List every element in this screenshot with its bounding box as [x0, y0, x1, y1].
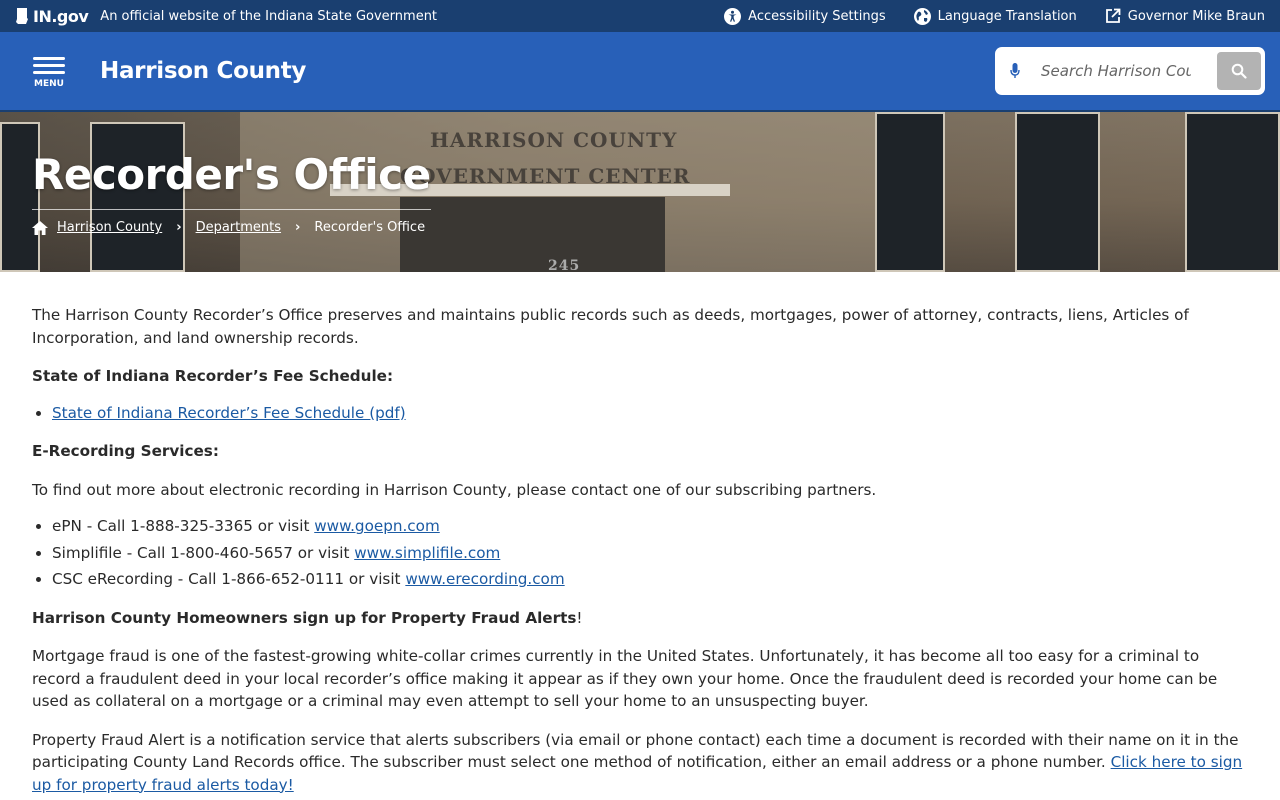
search-input[interactable]	[1041, 62, 1191, 80]
hamburger-icon	[33, 53, 65, 78]
breadcrumb-current: Recorder's Office	[314, 220, 426, 235]
official-site-notice: An official website of the Indiana State Government	[100, 8, 438, 24]
simplifile-link[interactable]: www.simplifile.com	[354, 543, 501, 562]
ingov-logo[interactable]	[15, 7, 88, 26]
fraud-signup-link[interactable]: Click here to sign up for property fraud alerts today!	[32, 753, 1243, 794]
search-button[interactable]	[1217, 52, 1261, 90]
governor-label: Governor Mike Braun	[1127, 8, 1265, 24]
chevron-right-icon: ›	[295, 220, 301, 235]
menu-button[interactable]	[32, 53, 66, 89]
partner-text: CSC eRecording - Call 1-866-652-0111 or visit	[52, 570, 406, 588]
erecording-heading: E-Recording Services:	[32, 442, 219, 460]
ingov-brand-text: IN.gov	[33, 6, 89, 26]
main-content	[0, 272, 1280, 796]
fee-schedule-heading: State of Indiana Recorder’s Fee Schedule:	[32, 367, 394, 385]
external-link-icon	[1105, 8, 1121, 24]
breadcrumb	[32, 220, 431, 235]
accessibility-settings-label: Accessibility Settings	[748, 8, 886, 24]
fee-schedule-link[interactable]: State of Indiana Recorder’s Fee Schedule (pdf)	[52, 403, 406, 422]
home-icon[interactable]	[32, 221, 48, 235]
fee-schedule-list	[52, 402, 1248, 425]
list-item	[52, 402, 1248, 425]
list-item	[52, 542, 1248, 565]
chevron-right-icon: ›	[176, 220, 182, 235]
erecording-link[interactable]: www.erecording.com	[405, 570, 565, 588]
fraud-alert-heading	[32, 607, 1248, 630]
intro-paragraph: The Harrison County Recorder’s Office preserves and maintains public records such as deeds, mortgages, power of attorney, contracts, liens, Articles of Incorporation, and land ownership records.	[32, 306, 1189, 347]
erecording-paragraph: To find out more about electronic recording in Harrison County, please contact one of our subscribing partners.	[32, 480, 877, 499]
goepn-link[interactable]: www.goepn.com	[314, 517, 440, 535]
building-sign-line1: HARRISON COUNTY	[430, 128, 678, 152]
list-item	[52, 515, 1248, 538]
partner-text: ePN - Call 1-888-325-3365 or visit	[52, 517, 315, 535]
building-number: 245	[548, 258, 581, 272]
fraud-paragraph-2-text: Property Fraud Alert is a notification service that alerts subscribers (via email or phone contact) each time a document is recorded with their name on it in the participating County Land Records office. The subscriber must select one method of notification, either an email address or a phone number.	[32, 730, 1239, 771]
globe-icon	[914, 8, 931, 25]
building-sign-line2: GOVERNMENT CENTER	[400, 164, 691, 188]
menu-label: MENU	[34, 79, 64, 89]
partners-list	[52, 515, 1248, 591]
breadcrumb-harrison-county[interactable]: Harrison County	[57, 220, 163, 235]
hero-content	[32, 150, 431, 235]
search-icon	[1231, 63, 1247, 79]
list-item	[52, 568, 1248, 591]
partner-text: Simplifile - Call 1-800-460-5657 or visit	[52, 543, 355, 562]
language-translation-link[interactable]	[914, 8, 1077, 25]
fraud-alert-heading-text: Harrison County Homeowners sign up for Property Fraud Alerts	[32, 608, 577, 627]
site-header	[0, 32, 1280, 112]
governor-link[interactable]	[1105, 8, 1265, 24]
accessibility-icon	[724, 8, 741, 25]
accessibility-settings-link[interactable]	[724, 8, 885, 25]
language-translation-label: Language Translation	[937, 8, 1077, 24]
indiana-state-icon	[15, 7, 29, 25]
microphone-icon[interactable]	[1007, 63, 1023, 79]
breadcrumb-departments[interactable]: Departments	[195, 220, 282, 235]
page-title: Recorder's Office	[32, 150, 431, 210]
search-box	[995, 47, 1265, 95]
hero-banner	[0, 112, 1280, 272]
site-title[interactable]: Harrison County	[100, 58, 307, 84]
fraud-paragraph-1: Mortgage fraud is one of the fastest-growing white-collar crimes currently in the United States. Unfortunately, it has become all too easy for a criminal to record a fraudulent deed in your local recorder’s office making it appear as if they own your home. Once the fraudulent deed is recorded your home can be used as collateral on a mortgage or a criminal may even attempt to sell your home to an unsuspecting buyer.	[32, 647, 1218, 710]
fraud-alert-heading-suffix: !	[576, 608, 583, 627]
fraud-paragraph-2	[32, 729, 1248, 797]
state-topbar	[0, 0, 1280, 32]
